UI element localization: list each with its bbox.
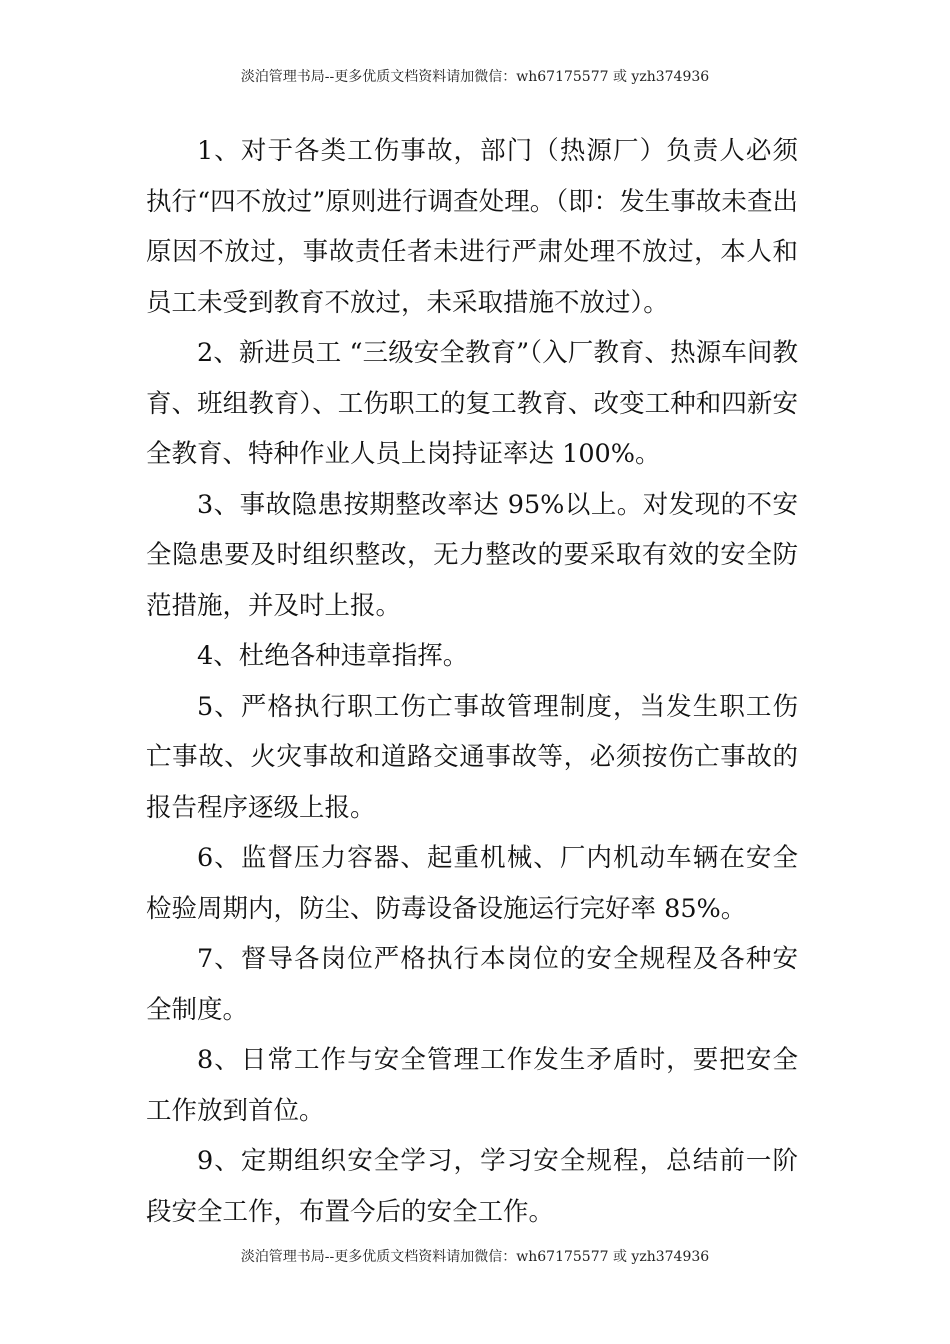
paragraph-7: 7、督导各岗位严格执行本岗位的安全规程及各种安全制度。	[146, 944, 798, 1025]
paragraph-9: 9、定期组织安全学习，学习安全规程，总结前一阶段安全工作，布置今后的安全工作。	[146, 1146, 798, 1227]
document-body	[146, 126, 798, 1237]
paragraph-2: 2、新进员工 “三级安全教育”（入厂教育、热源车间教育、班组教育）、工伤职工的复工教育、改变工种和四新安全教育、特种作业人员上岗持证率达 100%。	[146, 338, 798, 469]
paragraph-6: 6、监督压力容器、起重机械、厂内机动车辆在安全检验周期内，防尘、防毒设备设施运行完好率 85%。	[146, 843, 798, 924]
page-header: 淡泊管理书局--更多优质文档资料请加微信：wh67175577 或 yzh374936	[240, 69, 710, 85]
paragraph-4: 4、杜绝各种违章指挥。	[197, 641, 469, 671]
paragraph-8: 8、日常工作与安全管理工作发生矛盾时，要把安全工作放到首位。	[146, 1045, 798, 1126]
paragraph-3: 3、事故隐患按期整改率达 95%以上。对发现的不安全隐患要及时组织整改，无力整改的要采取有效的安全防范措施，并及时上报。	[146, 489, 798, 621]
paragraph-5: 5、严格执行职工伤亡事故管理制度，当发生职工伤亡事故、火灾事故和道路交通事故等，必须按伤亡事故的报告程序逐级上报。	[146, 691, 798, 823]
paragraph-1: 1、对于各类工伤事故，部门（热源厂）负责人必须执行“四不放过”原则进行调查处理。（即：发生事故未查出原因不放过，事故责任者未进行严肃处理不放过，本人和员工未受到教育不放过，未采取措施不放过）。	[146, 136, 798, 318]
page-footer: 淡泊管理书局--更多优质文档资料请加微信：wh67175577 或 yzh374936	[240, 1249, 710, 1265]
